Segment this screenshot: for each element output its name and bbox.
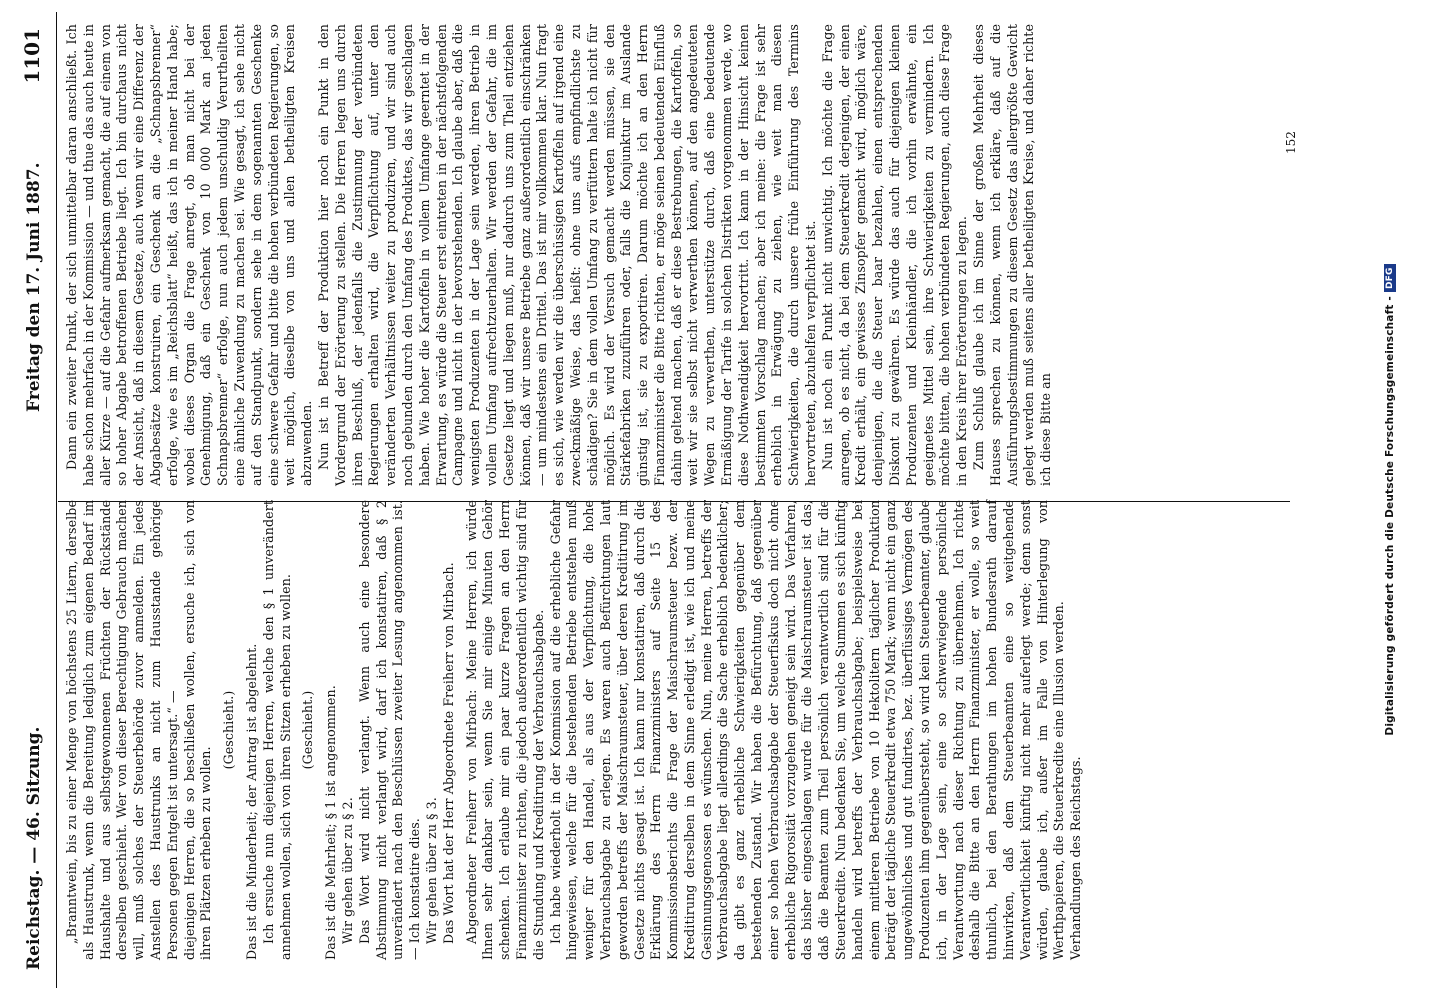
header-rule (56, 12, 57, 988)
paragraph: Verhandlungen des Reichstags. (1068, 756, 1084, 960)
paragraph: „Branntwein, bis zu einer Menge von höchstens 25 Litern, derselbe als Haustrunk, wenn die Bereitung lediglich zum eigenen Bedarf im Haushalte und aus selbstgewonnenen Früchten der Rückstände derselben geschieht. Wer von dieser Berechtigung Gebrauch machen will, muß solches der Steuerbehörde zuvor anmelden. Ein jedes Anstellen des Haustrunks an nicht zum Hausstande gehörige Personen gegen Entgelt ist untersagt.“ — (64, 500, 180, 960)
left-column (64, 500, 1085, 960)
digitization-note-text: Digitalisierung gefördert durch die Deutsche Forschungsgemeinschaft - (1384, 296, 1396, 736)
paragraph: diejenigen Herren, die so beschließen wollen, ersuche ich, sich von ihren Plätzen erheben zu wollen. (181, 500, 214, 960)
paragraph: Das ist die Mehrheit; § 1 ist angenommen. (323, 685, 339, 960)
page-signature-mark: 152 (1284, 131, 1298, 154)
paragraph: Zum Schluß glaube ich im Sinne der großen Mehrheit dieses Hauses sprechen zu können, wenn ich erkläre, daß auf die Ausführungsbestimmungen zu diesem Gesetz das allergrößte Gewicht gelegt werden muß seitens aller betheiligten Kreise, und daher richte ich diese Bitte an (971, 24, 1054, 486)
header-session-title: Reichstag. — 46. Sitzung. (24, 726, 44, 970)
paragraph: Das ist die Minderheit; der Antrag ist abgelehnt. (243, 643, 259, 960)
header-date: Freitag den 17. Juni 1887. (24, 162, 44, 412)
paragraph: Ich habe wiederholt in der Kommission auf die erhebliche Gefahr hingewiesen, welche für die bestehenden Betriebe entstehen muß weniger für den Handel, als aus der Verpflichtung, die hohe Verbrauchsabgabe zu erlegen. Es waren auch Befürchtungen laut geworden betreffs der Maischraumsteuer, über deren Kreditirung im Gesetze nichts gesagt ist. Ich kann nur konstatiren, daß durch die Erklärung des Herrn Finanzministers auf Seite 15 des Kommissionsberichts die Frage der Maischraumsteuer bezw. der Kreditirung derselben in dem Sinne erledigt ist, wie ich und meine Gesinnungsgenossen es wünschen. Nun, meine Herren, betreffs der Verbrauchsabgabe liegt allerdings die Sache erheblich bedenklicher; da gibt es ganz erhebliche Schwierigkeiten gegenüber dem bestehenden Zustand. Wir haben die Befürchtung, daß gegenüber einer so hohen Verbrauchsabgabe der Steuerfiskus doch nicht ohne erhebliche Rigorosität vorzugehen geneigt sein wird. Das Verfahren, das bisher eingeschlagen wurde für die Maischraumsteuer ist das, daß die Beamten zum Theil persönlich verantwortlich sind für die Steuerkredite. Nun bedenken Sie, um welche Summen es sich künftig handeln wird betreffs der Verbrauchsabgabe; beispielsweise bei einem mittleren Betriebe von 10 Hektolitern täglicher Produktion beträgt der tägliche Steuerkredit etwa 750 Mark; wenn nicht ein ganz ungewöhnliches und gut fundirtes, bez. überflüssiges Vermögen des Produzenten ihm gegenübersteht, so wird kein Steuerbeamter, glaube ich, in der Lage sein, eine so schwerwiegende persönliche Verantwortung nach dieser Richtung zu übernehmen. Ich richte deshalb die Bitte an den Herrn Finanzminister, er wolle, so weit thunlich, bei den Berathungen im hohen Bundesrath darauf hinwirken, daß dem Steuerbeamten eine so weitgehende Verantwortlichkeit künftig nicht mehr auferlegt werde; denn sonst würden, glaube ich, außer im Falle von Hinterlegung von Werthpapieren, die Steuerkredite eine Illusion werden. (547, 500, 1067, 960)
paragraph: Nun ist in Betreff der Produktion hier noch ein Punkt in den Vordergrund der Erörterung zu stellen. Die Herren legen uns durch ihren Beschluß, der jedenfalls die Zustimmung der verbündeten Regierungen erhalten wird, die Verpflichtung auf, unter den veränderten Verhältnissen weiter zu produziren, und wir sind auch noch gebunden durch den Umfang des Produktes, das wir geschlagen haben. Wie hoher die Kartoffeln in vollem Umfange geerntet in der Erwartung, es würde die Steuer erst eintreten in der nächstfolgenden Campagne und nicht in der bevorstehenden. Ich glaube aber, daß die wenigsten Produzenten in der Lage sein werden, ihren Betrieb in vollem Umfang aufrechtzuerhalten. Wir werden der Gefahr, die im Gesetze liegt und liegen muß, nur dadurch uns zum Theil entziehen können, daß wir unsere Betriebe ganz außerordentlich einschränken — um mindestens ein Drittel. Das ist mir vollkommen klar. Nun fragt es sich, wie werden wir die überschüssigen Kartoffeln auf irgend eine zweckmäßige Weise, das heißt: ohne uns aufs empfindlichste zu schädigen? Sie in dem vollen Umfang zu verfüttern halte ich nicht für möglich. Es wird der Versuch gemacht werden müssen, sie den Stärkefabriken zuzuführen oder, falls die Konjunktur im Auslande günstig ist, sie zu exportiren. Darum möchte ich an den Herrn Finanzminister die Bitte richten, er möge seinen bedeutenden Einfluß dahin geltend machen, daß er diese Bestrebungen, die Kartoffeln, so weit wir sie selbst nicht verwerthen können, auf den angedeuteten Wegen zu verwerthen, unterstütze durch, daß eine bedeutende Ermäßigung der Tarife in solchen Distrikten vorgenommen werde, wo diese Nothwendigkeit hervortritt. Ich kann in der Hinsicht keinen bestimmten Vorschlag machen; aber ich meine: die Frage ist sehr erheblich in Erwägung zu ziehen, wie weit man diesen Schwierigkeiten, die durch unsere frühe Einführung des Termins hervortreten, abzuhelfen verpflichtet ist. (315, 24, 819, 486)
paragraph: Das Wort hat der Herr Abgeordnete Freiherr von Mirbach. (440, 562, 456, 944)
paragraph: Ich ersuche nun diejenigen Herren, welche den § 1 unverändert annehmen wollen, sich von ihren Sitzen erheben zu wollen. (260, 500, 293, 960)
column-divider (58, 501, 1290, 502)
paragraph: Das Wort wird nicht verlangt. Wenn auch eine besondere Abstimmung nicht verlangt wird, darf ich konstatiren, daß § 2 unverändert nach den Beschlüssen zweiter Lesung angenommen ist. — Ich konstatire dies. (356, 500, 423, 960)
stage-direction: (Geschieht.) (221, 690, 237, 770)
paragraph: Nun ist noch ein Punkt nicht unwichtig. Ich möchte die Frage anregen, ob es nicht, da bei dem Steuerkredit derjenigen, der einen Kredit erhält, ein gewisses Zinsopfer gemacht wird, möglich wäre, denjenigen, die die Steuer baar bezahlen, einen entsprechenden Diskont zu gewähren. Es würde das auch für diejenigen kleinen Produzenten und Kleinhändler, die ich vorhin erwähnte, ein geeignetes Mittel sein, ihre Schwierigkeiten zu vermindern. Ich möchte bitten, die hohen verbündeten Regierungen, auch diese Frage in den Kreis ihrer Erörterungen zu legen. (819, 24, 970, 486)
paragraph: Dann ein zweiter Punkt, der sich unmittelbar daran anschließt. Ich habe schon mehrfach in der Kommission — und thue das auch heute in aller Kürze — auf die Gefahr aufmerksam gemacht, die auf einem von so hoher Abgabe betroffenen Betriebe liegt. Ich bin durchaus nicht der Ansicht, daß in diesem Gesetze, auch wenn wir eine Differenz der Abgabesätze konstruiren, ein Geschenk an die „Schnapsbrenner“ erfolge, wie es im „Reichsblatt“ heißt, das ich in meiner Hand habe; wobei dieses Organ die Frage anregt, ob man nicht bei der Genehmigung, daß ein Geschenk von 10 000 Mark an jeden Schnapsbrenner“ erfolge, nun auch jedem unschuldig Verurtheilten eine ähnliche Zuwendung zu machen sei. Wie gesagt, ich sehe nicht auf den Standpunkt, sondern sehe in dem sogenannten Geschenke eine schwere Gefahr und bitte die hohen verbündeten Regierungen, so weit möglich, dieselbe von uns und allen betheiligten Kreisen abzuwenden. (64, 24, 315, 486)
right-column (64, 24, 1055, 486)
page-header (20, 0, 54, 1000)
digitization-note (1384, 20, 1408, 980)
dfg-logo: DFG (1384, 264, 1396, 292)
stage-direction: (Geschieht.) (300, 690, 316, 770)
header-page-number: 1101 (20, 28, 44, 84)
speech-paragraph: Abgeordneter Freiherr von Mirbach: Meine Herren, ich würde Ihnen sehr dankbar sein, wenn Sie mir einige Minuten Gehör schenken. Ich erlaube mir ein paar kurze Fragen an den Herrn Finanzminister zu richten, die jedoch außerordentlich wichtig sind für die Stundung und Kreditirung der Verbrauchsabgabe. (463, 500, 546, 960)
paragraph: Wir gehen über zu § 2. (339, 797, 355, 944)
paragraph: Wir gehen über zu § 3. (423, 797, 439, 944)
